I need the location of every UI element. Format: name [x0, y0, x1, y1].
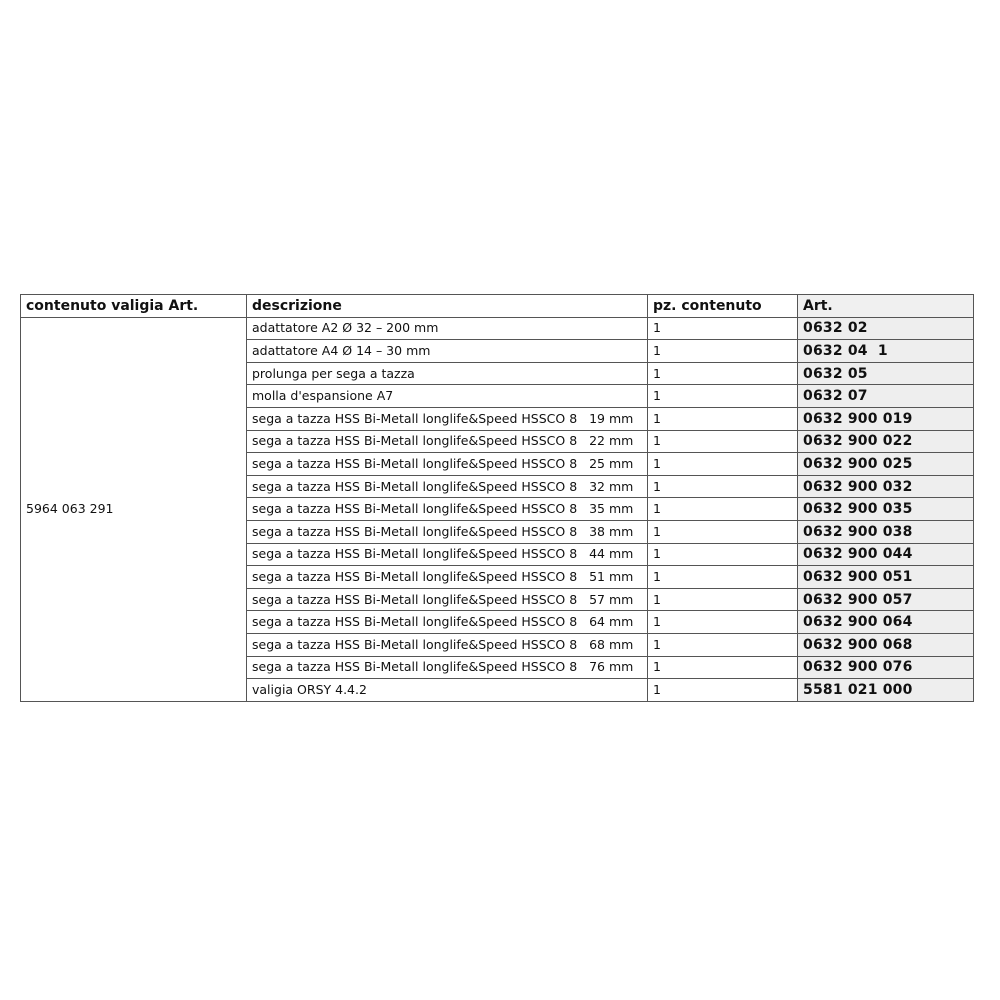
qty-cell: 1 — [648, 656, 798, 679]
qty-cell: 1 — [648, 430, 798, 453]
art-text: 0632 900 076 — [803, 659, 913, 676]
description-cell — [247, 453, 648, 476]
description-text: sega a tazza HSS Bi-Metall longlife&Speed HSSCO 8 68 mm — [252, 636, 634, 652]
header-kit: contenuto valigia Art. — [21, 295, 247, 318]
art-text: 0632 900 019 — [803, 410, 913, 427]
description-cell — [247, 430, 648, 453]
description-text: adattatore A4 Ø 14 – 30 mm — [252, 342, 431, 358]
description-cell — [247, 543, 648, 566]
description-text: sega a tazza HSS Bi-Metall longlife&Speed HSSCO 8 35 mm — [252, 501, 634, 517]
art-cell — [798, 385, 974, 408]
table-body — [21, 317, 974, 701]
description-cell — [247, 362, 648, 385]
art-text: 0632 900 064 — [803, 614, 913, 631]
description-text: sega a tazza HSS Bi-Metall longlife&Speed HSSCO 8 51 mm — [252, 568, 634, 584]
description-text: valigia ORSY 4.4.2 — [252, 681, 367, 697]
qty-cell: 1 — [648, 362, 798, 385]
qty-cell: 1 — [648, 407, 798, 430]
qty-cell: 1 — [648, 385, 798, 408]
qty-cell: 1 — [648, 588, 798, 611]
art-text: 0632 04 1 — [803, 342, 888, 359]
art-cell — [798, 543, 974, 566]
description-text: sega a tazza HSS Bi-Metall longlife&Speed HSSCO 8 19 mm — [252, 410, 634, 426]
description-cell — [247, 317, 648, 340]
art-cell — [798, 520, 974, 543]
qty-cell: 1 — [648, 340, 798, 363]
description-cell — [247, 498, 648, 521]
header-art: Art. — [798, 295, 974, 318]
description-cell — [247, 611, 648, 634]
art-cell — [798, 633, 974, 656]
qty-cell: 1 — [648, 543, 798, 566]
description-cell — [247, 656, 648, 679]
art-cell — [798, 317, 974, 340]
description-text: sega a tazza HSS Bi-Metall longlife&Speed HSSCO 8 25 mm — [252, 455, 634, 471]
description-text: sega a tazza HSS Bi-Metall longlife&Speed HSSCO 8 64 mm — [252, 614, 634, 630]
qty-cell: 1 — [648, 611, 798, 634]
description-cell — [247, 566, 648, 589]
art-cell — [798, 679, 974, 702]
description-cell — [247, 588, 648, 611]
art-text: 0632 900 025 — [803, 455, 913, 472]
art-cell — [798, 498, 974, 521]
description-text: sega a tazza HSS Bi-Metall longlife&Speed HSSCO 8 22 mm — [252, 433, 634, 449]
description-text: sega a tazza HSS Bi-Metall longlife&Speed HSSCO 8 32 mm — [252, 478, 634, 494]
header-description: descrizione — [247, 295, 648, 318]
art-cell — [798, 430, 974, 453]
art-text: 0632 900 032 — [803, 478, 913, 495]
description-text: sega a tazza HSS Bi-Metall longlife&Speed HSSCO 8 76 mm — [252, 659, 634, 675]
art-text: 0632 02 — [803, 320, 868, 337]
qty-cell: 1 — [648, 633, 798, 656]
contents-sheet — [20, 294, 973, 702]
art-text: 0632 900 044 — [803, 546, 913, 563]
art-cell — [798, 407, 974, 430]
description-text: sega a tazza HSS Bi-Metall longlife&Speed HSSCO 8 44 mm — [252, 546, 634, 562]
qty-cell: 1 — [648, 679, 798, 702]
art-text: 0632 07 — [803, 388, 868, 405]
qty-cell: 1 — [648, 475, 798, 498]
art-cell — [798, 588, 974, 611]
art-text: 0632 900 035 — [803, 501, 913, 518]
art-text: 0632 900 022 — [803, 433, 913, 450]
qty-cell: 1 — [648, 566, 798, 589]
description-cell — [247, 385, 648, 408]
art-cell — [798, 340, 974, 363]
qty-cell: 1 — [648, 317, 798, 340]
qty-cell: 1 — [648, 453, 798, 476]
header-qty: pz. contenuto — [648, 295, 798, 318]
description-text: adattatore A2 Ø 32 – 200 mm — [252, 320, 439, 336]
art-text: 0632 05 — [803, 365, 868, 382]
description-text: sega a tazza HSS Bi-Metall longlife&Speed HSSCO 8 38 mm — [252, 523, 634, 539]
qty-cell: 1 — [648, 520, 798, 543]
art-cell — [798, 362, 974, 385]
art-text: 0632 900 038 — [803, 523, 913, 540]
description-cell — [247, 475, 648, 498]
qty-cell: 1 — [648, 498, 798, 521]
table-row — [21, 317, 974, 340]
description-cell — [247, 407, 648, 430]
description-cell — [247, 520, 648, 543]
art-cell — [798, 453, 974, 476]
contents-table — [20, 294, 974, 702]
description-text: prolunga per sega a tazza — [252, 365, 415, 381]
kit-number-cell: 5964 063 291 — [21, 317, 247, 701]
description-cell — [247, 679, 648, 702]
art-text: 0632 900 051 — [803, 568, 913, 585]
art-cell — [798, 611, 974, 634]
description-text: molla d'espansione A7 — [252, 388, 394, 404]
description-text: sega a tazza HSS Bi-Metall longlife&Speed HSSCO 8 57 mm — [252, 591, 634, 607]
art-cell — [798, 475, 974, 498]
art-text: 0632 900 068 — [803, 636, 913, 653]
description-cell — [247, 340, 648, 363]
description-cell — [247, 633, 648, 656]
art-text: 5581 021 000 — [803, 681, 913, 698]
art-cell — [798, 566, 974, 589]
art-text: 0632 900 057 — [803, 591, 913, 608]
header-row — [21, 295, 974, 318]
art-cell — [798, 656, 974, 679]
